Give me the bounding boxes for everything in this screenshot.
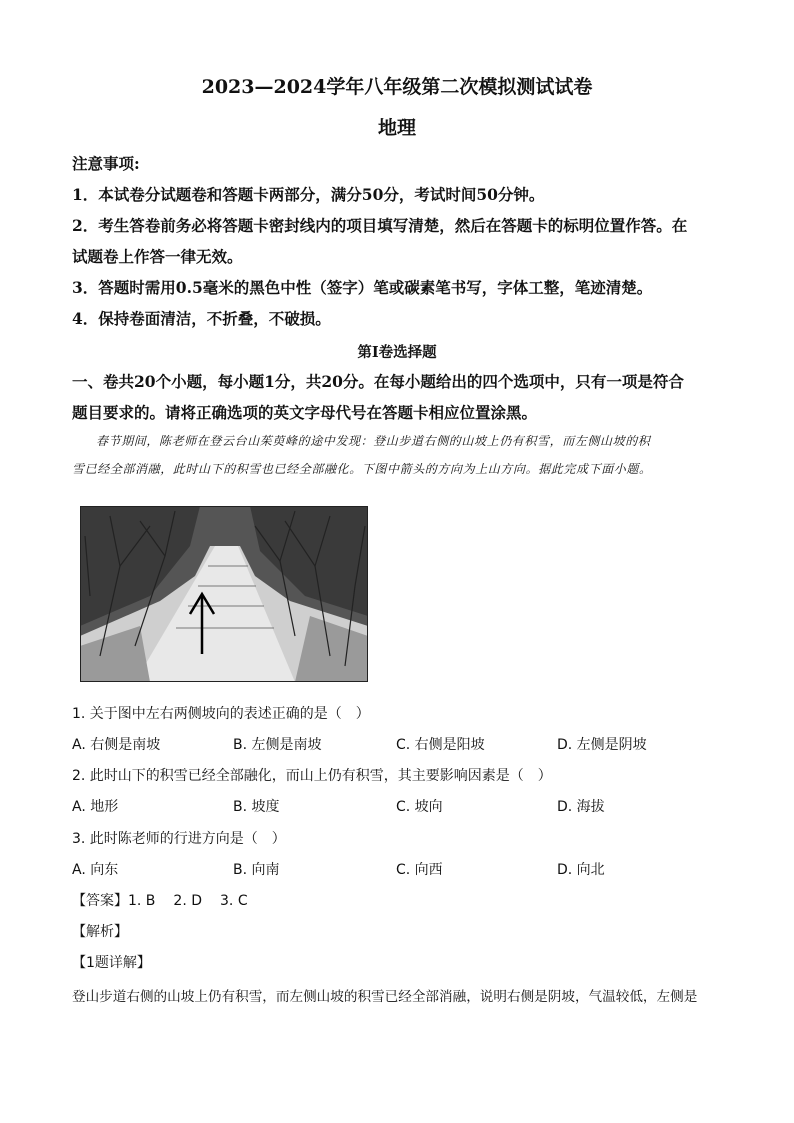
intro-line-2: 雪已经全部消融，此时山下的积雪也已经全部融化。下图中箭头的方向为上山方向。据此完成下面小题。 (72, 462, 652, 476)
intro-line-1: 春节期间，陈老师在登云台山茱萸峰的途中发现：登山步道右侧的山坡上仍有积雪，而左侧山坡的积 (96, 434, 651, 448)
question-1-option-d[interactable]: D. 左侧是阴坡 (557, 737, 647, 753)
analysis-text: 登山步道右侧的山坡上仍有积雪，而左侧山坡的积雪已经全部消融，说明右侧是阴坡，气温较低，左侧是 (72, 989, 698, 1005)
note-item-1: 1．本试卷分试题卷和答题卡两部分，满分50分，考试时间50分钟。 (72, 185, 545, 204)
question-3-option-b[interactable]: B. 向南 (233, 862, 280, 878)
exam-title: 2023—2024学年八年级第二次模拟测试试卷 (201, 76, 593, 98)
analysis-label: 【解析】 (72, 924, 128, 940)
answer-label: 【答案】 (72, 893, 128, 909)
question-2-option-a[interactable]: A. 地形 (72, 799, 119, 815)
notes-heading: 注意事项: (72, 154, 140, 173)
answer-item-3: 3. C (220, 893, 248, 909)
question-1-option-a[interactable]: A. 右侧是南坡 (72, 737, 161, 753)
question-intro (72, 427, 724, 483)
question-2-option-d[interactable]: D. 海拔 (557, 799, 605, 815)
question-1-stem: 1. 关于图中左右两侧坡向的表述正确的是（ ） (72, 706, 370, 722)
answer-item-2: 2. D (173, 893, 203, 909)
question-3-option-a[interactable]: A. 向东 (72, 862, 119, 878)
section-instruction-2: 题目要求的。请将正确选项的英文字母代号在答题卡相应位置涂黑。 (72, 403, 538, 422)
answer-item-1: 1. B (128, 893, 156, 909)
question-1-option-b[interactable]: B. 左侧是南坡 (233, 737, 322, 753)
question-2-stem: 2. 此时山下的积雪已经全部融化，而山上仍有积雪，其主要影响因素是（ ） (72, 768, 552, 784)
note-item-2: 2．考生答卷前务必将答题卡密封线内的项目填写清楚，然后在答题卡的标明位置作答。在 (72, 216, 688, 235)
question-2-option-b[interactable]: B. 坡度 (233, 799, 280, 815)
section-title: 第Ⅰ卷选择题 (357, 344, 437, 361)
note-item-3: 3．答题时需用0.5毫米的黑色中性（签字）笔或碳素笔书写，字体工整，笔迹清楚。 (72, 278, 653, 297)
question-3-option-d[interactable]: D. 向北 (557, 862, 605, 878)
answer-line (72, 890, 248, 910)
section-instruction-1: 一、卷共20个小题，每小题1分，共20分。在每小题给出的四个选项中，只有一项是符合 (72, 372, 684, 391)
question-2-option-c[interactable]: C. 坡向 (396, 799, 443, 815)
subject-title: 地理 (377, 117, 416, 139)
analysis-sub-label: 【1题详解】 (72, 955, 151, 971)
note-item-4: 4．保持卷面清洁，不折叠，不破损。 (72, 309, 331, 328)
question-1-option-c[interactable]: C. 右侧是阳坡 (396, 737, 485, 753)
question-3-option-c[interactable]: C. 向西 (396, 862, 443, 878)
question-3-stem: 3. 此时陈老师的行进方向是（ ） (72, 831, 286, 847)
note-item-2-cont: 试题卷上作答一律无效。 (72, 247, 243, 266)
mountain-path-photo (80, 506, 368, 682)
